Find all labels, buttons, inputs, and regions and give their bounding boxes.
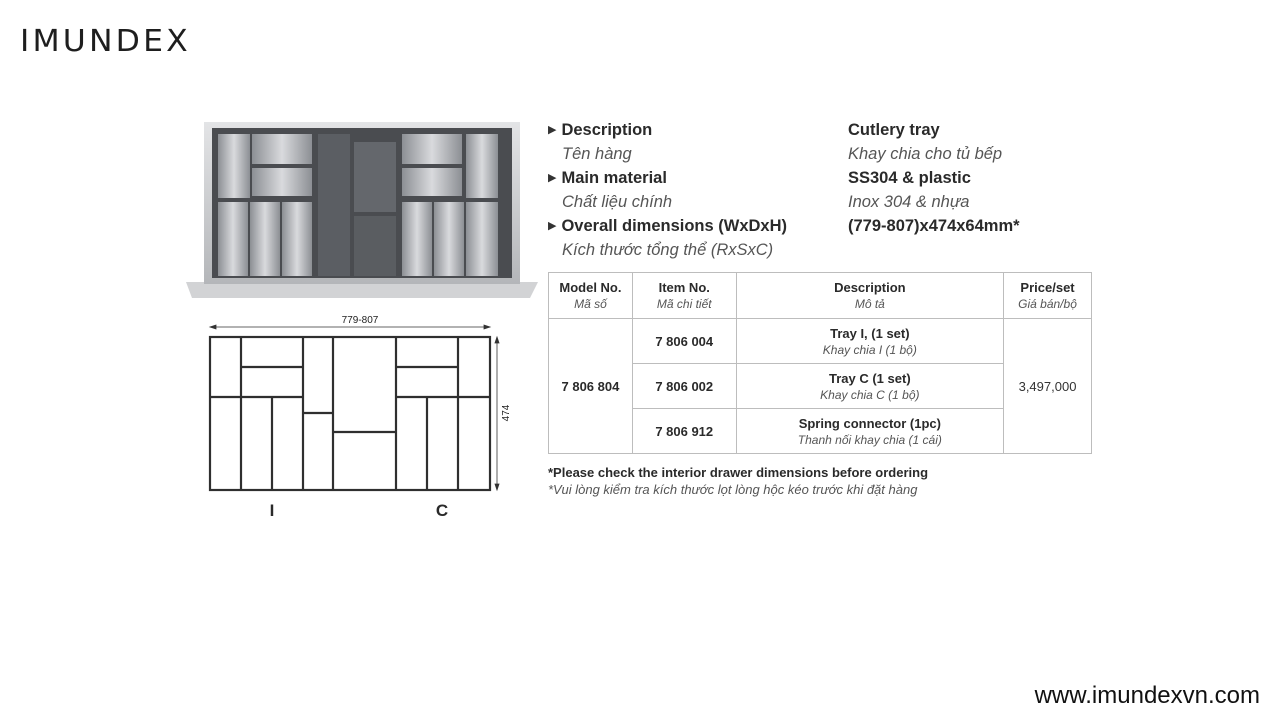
- brand-logo: IMUNDEX: [20, 24, 191, 59]
- width-label: 779-807: [341, 315, 379, 326]
- note-vi: *Vui lòng kiểm tra kích thước lọt lòng hộc kéo trước khi đặt hàng: [548, 482, 918, 497]
- spec-key: Main material: [561, 169, 667, 187]
- tray-label-c: C: [435, 501, 449, 520]
- description-cell: Tray I, (1 set) Khay chia I (1 bộ): [736, 319, 1003, 364]
- item-no-cell: 7 806 004: [632, 319, 736, 364]
- spec-list: [548, 118, 1108, 262]
- product-photo: [186, 122, 538, 300]
- spec-value: SS304 & plastic: [848, 169, 971, 187]
- spec-dimensions-vi: [548, 238, 1108, 262]
- description-cell: Tray C (1 set) Khay chia C (1 bộ): [736, 364, 1003, 409]
- product-table: [548, 272, 1092, 454]
- spec-value-vi: Inox 304 & nhựa: [848, 193, 970, 211]
- table-row: [549, 319, 1092, 364]
- triangle-bullet-icon: ▶: [548, 124, 557, 136]
- header-model-no: Model No. Mã số: [549, 273, 633, 319]
- spec-key-vi: Tên hàng: [562, 145, 632, 163]
- spec-key: Overall dimensions (WxDxH): [561, 217, 788, 235]
- model-no-cell: 7 806 804: [549, 319, 633, 454]
- description-cell: Spring connector (1pc) Thanh nối khay chia (1 cái): [736, 409, 1003, 454]
- spec-description-vi: [548, 142, 1108, 166]
- spec-key-vi: Kích thước tổng thể (RxSxC): [562, 241, 774, 259]
- triangle-bullet-icon: ▶: [548, 172, 557, 184]
- price-cell: 3,497,000: [1004, 319, 1092, 454]
- website-url: www.imundexvn.com: [1034, 682, 1260, 709]
- spec-dimensions: [548, 214, 1108, 238]
- tray-label-i: I: [269, 501, 275, 520]
- ordering-note: [548, 465, 928, 498]
- spec-key-vi: Chất liệu chính: [562, 193, 673, 211]
- table-header-row: [549, 273, 1092, 319]
- spec-material: [548, 166, 1108, 190]
- spec-value: Cutlery tray: [848, 121, 940, 139]
- spec-material-vi: [548, 190, 1108, 214]
- dimension-diagram: [200, 310, 520, 525]
- spec-value-vi: Khay chia cho tủ bếp: [848, 145, 1003, 163]
- spec-key: Description: [561, 121, 653, 139]
- header-description: Description Mô tả: [736, 273, 1003, 319]
- header-item-no: Item No. Mã chi tiết: [632, 273, 736, 319]
- header-price: Price/set Giá bán/bộ: [1004, 273, 1092, 319]
- note-en: *Please check the interior drawer dimensions before ordering: [548, 465, 929, 480]
- spec-description: [548, 118, 1108, 142]
- item-no-cell: 7 806 002: [632, 364, 736, 409]
- triangle-bullet-icon: ▶: [548, 220, 557, 232]
- item-no-cell: 7 806 912: [632, 409, 736, 454]
- spec-value: (779-807)x474x64mm*: [848, 217, 1020, 235]
- depth-label: 474: [501, 404, 512, 422]
